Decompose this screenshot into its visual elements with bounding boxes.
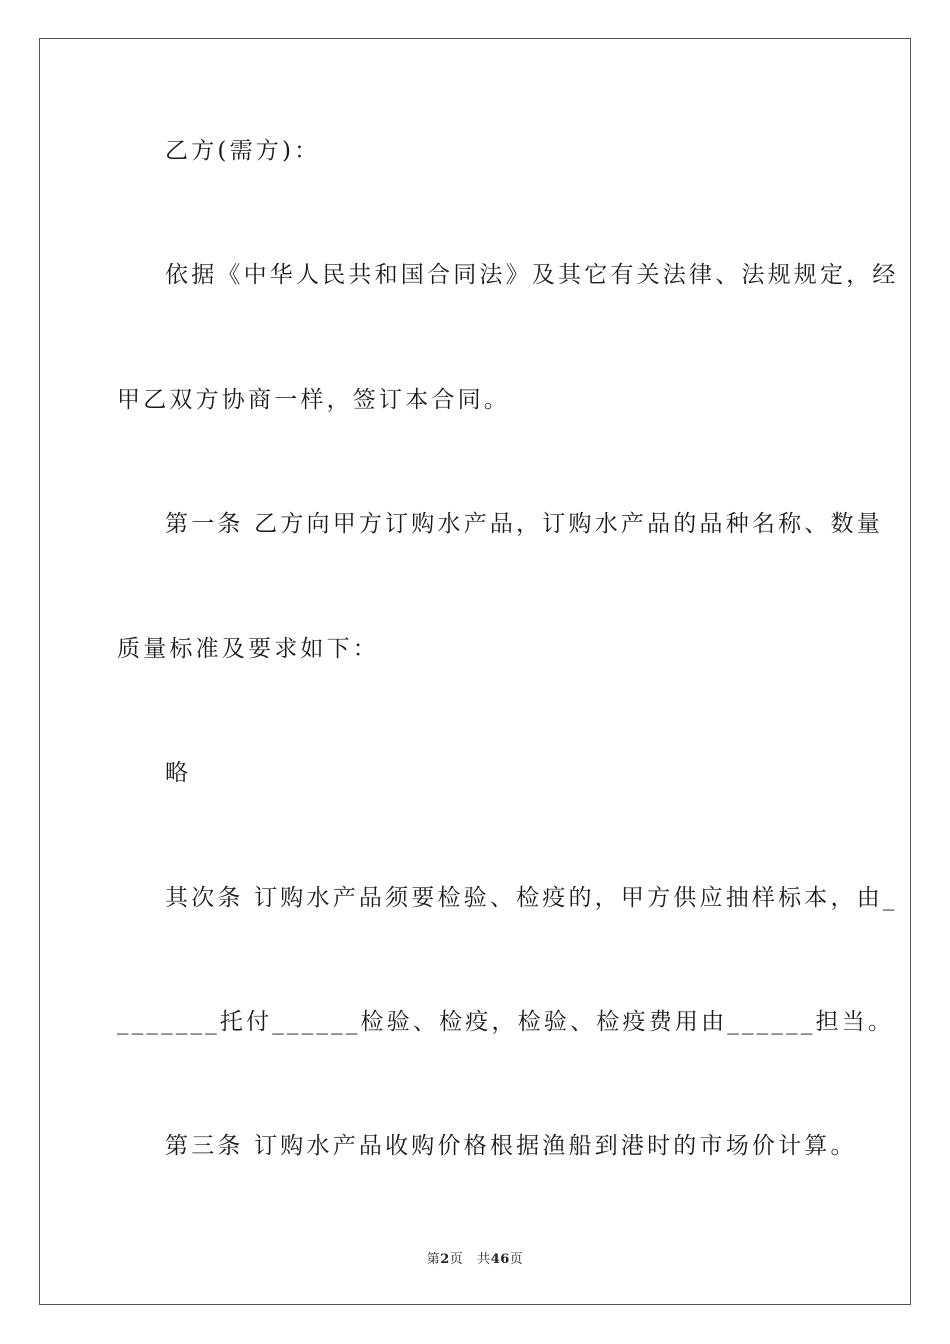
- article-1-line-2: 质量标准及要求如下：: [117, 636, 379, 662]
- footer-total-prefix: 共: [477, 1252, 491, 1267]
- page-footer: [0, 1248, 950, 1267]
- article-3-line-1: 第三条 订购水产品收购价格根据渔船到港时的市场价计算。: [165, 1133, 857, 1159]
- article-1-omitted: 略: [165, 760, 192, 786]
- footer-page-suffix: 页: [449, 1252, 464, 1267]
- footer-page-prefix: 第: [426, 1252, 441, 1267]
- footer-total-suffix: 页: [509, 1252, 524, 1267]
- paragraph-basis-line-1: 依据《中华人民共和国合同法》及其它有关法律、法规规定，经: [165, 262, 899, 288]
- paragraph-basis-line-2: 甲乙双方协商一样，签订本合同。: [117, 387, 510, 413]
- page-frame: [39, 38, 911, 1305]
- footer-total-pages: 46: [490, 1252, 510, 1267]
- article-2-line-2: _______托付______检验、检疫，检验、检疫费用由______担当。: [117, 1009, 895, 1035]
- article-2-line-1: 其次条 订购水产品须要检验、检疫的，甲方供应抽样标本，由_: [165, 885, 898, 911]
- article-1-line-1: 第一条 乙方向甲方订购水产品，订购水产品的品种名称、数量: [165, 511, 883, 537]
- party-b-label: 乙方(需方)：: [165, 138, 321, 164]
- footer-page-number: 2: [440, 1252, 450, 1267]
